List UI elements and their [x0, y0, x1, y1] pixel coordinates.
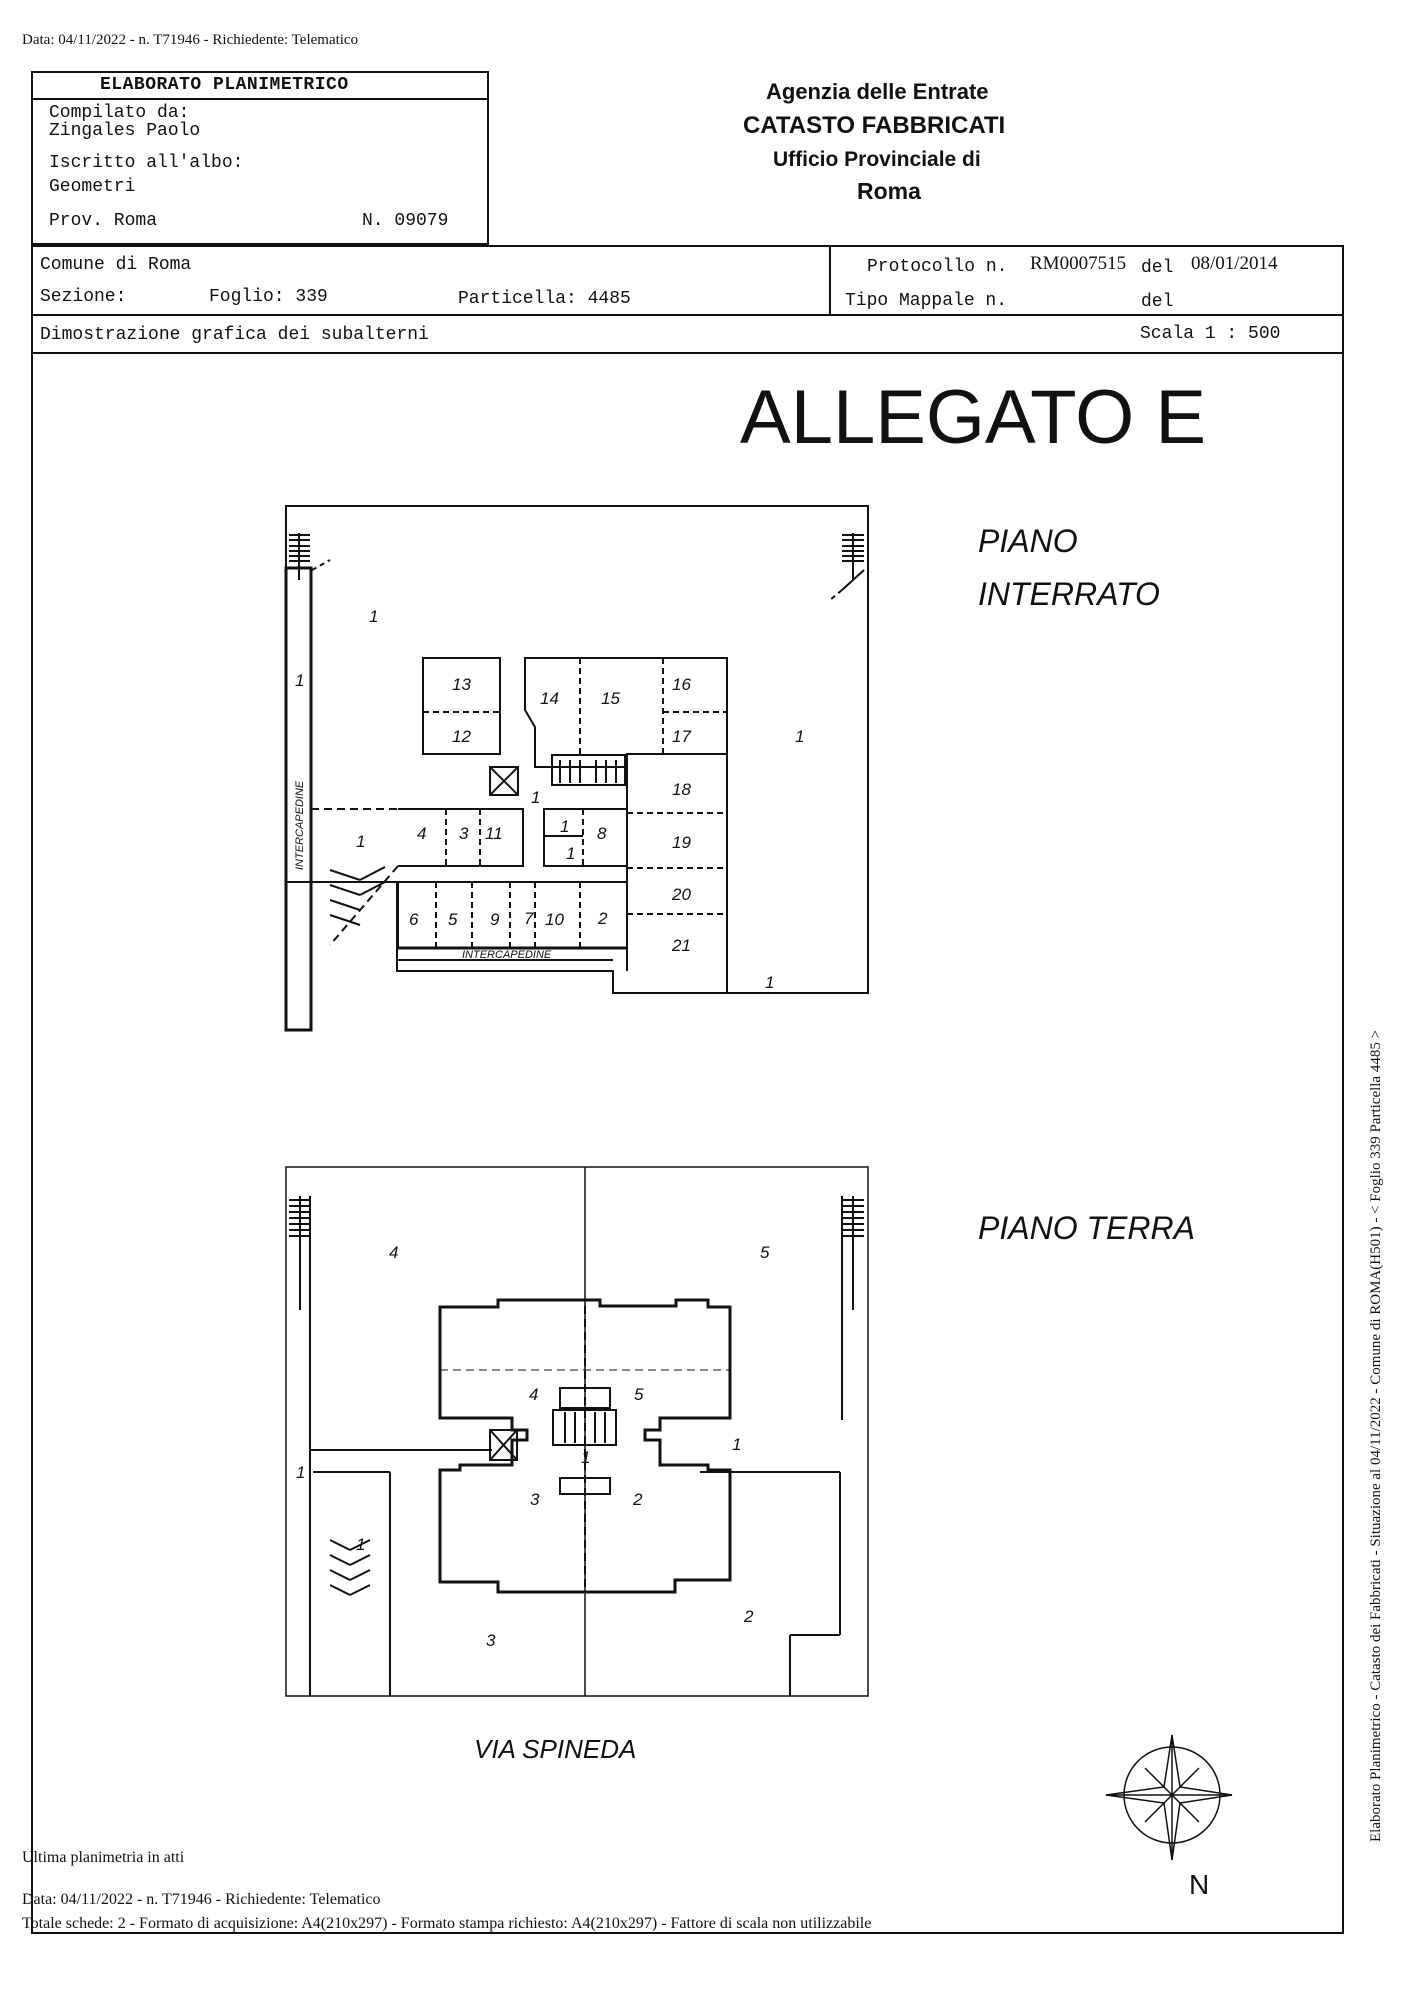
basement-unit: 3: [459, 824, 469, 843]
basement-unit: 7: [524, 909, 534, 928]
basement-unit: 1: [765, 973, 775, 992]
basement-unit: 1: [566, 844, 576, 863]
dimostrazione: Dimostrazione grafica dei subalterni: [40, 325, 429, 345]
basement-unit: 5: [448, 910, 458, 929]
floor-label-ground: PIANO TERRA: [978, 1210, 1195, 1246]
foglio: Foglio: 339: [209, 287, 328, 307]
ground-unit: 3: [530, 1490, 540, 1509]
scale: Scala 1 : 500: [1140, 324, 1281, 344]
basement-unit: 21: [672, 936, 691, 955]
ground-plan: [286, 1167, 868, 1696]
intercapedine-label-horizontal: INTERCAPEDINE: [462, 949, 552, 961]
basement-unit: 20: [672, 885, 691, 904]
agency-city: Roma: [857, 178, 921, 204]
ground-unit: 5: [634, 1385, 644, 1404]
ground-unit-labels: [296, 1243, 770, 1650]
agency-name: Agenzia delle Entrate: [766, 79, 989, 104]
basement-unit: 6: [409, 910, 419, 929]
allegato-title: ALLEGATO E: [740, 375, 1207, 460]
ground-unit: 2: [744, 1607, 754, 1626]
basement-unit: 11: [485, 824, 503, 843]
ground-unit: 1: [732, 1435, 742, 1454]
basement-unit: 1: [531, 788, 541, 807]
ground-unit: 1: [296, 1463, 306, 1482]
tipo-mappale-del-label: del: [1141, 292, 1174, 312]
basement-unit: 18: [672, 780, 691, 799]
basement-unit: 8: [597, 824, 607, 843]
agency-department: CATASTO FABBRICATI: [743, 112, 1006, 139]
tipo-mappale-label: Tipo Mappale n.: [845, 291, 1008, 311]
sezione-label: Sezione:: [40, 287, 127, 307]
basement-unit-labels: [295, 607, 804, 992]
basement-unit: 1: [369, 607, 379, 626]
document-type-heading: ELABORATO PLANIMETRICO: [100, 75, 349, 95]
protocollo-label: Protocollo n.: [867, 257, 1008, 277]
particella: Particella: 4485: [458, 289, 631, 309]
top-request-info: Data: 04/11/2022 - n. T71946 - Richiedente: Telematico: [22, 32, 359, 48]
floor-label-basement-2: INTERRATO: [978, 576, 1160, 612]
province: Prov. Roma: [49, 211, 158, 231]
registered-label: Iscritto all'albo:: [49, 153, 244, 173]
basement-unit: 4: [417, 824, 427, 843]
protocollo-del-label: del: [1141, 258, 1174, 278]
comune: Comune di Roma: [40, 255, 192, 275]
ground-unit: 1: [581, 1448, 591, 1467]
street-name: VIA SPINEDA: [474, 1734, 637, 1764]
basement-unit: 1: [560, 817, 570, 836]
compass-north-label: N: [1189, 1869, 1210, 1900]
basement-unit: 10: [545, 910, 564, 929]
ground-unit: 2: [633, 1490, 643, 1509]
registered-value: Geometri: [49, 177, 136, 197]
footer-format-info: Totale schede: 2 - Formato di acquisizione: A4(210x297) - Formato stampa richiesto: A4(210x297) - Fattore di scala non utilizzabile: [22, 1915, 872, 1932]
protocollo-value: RM0007515: [1030, 253, 1127, 274]
basement-unit: 19: [672, 833, 691, 852]
footer-request-info: Data: 04/11/2022 - n. T71946 - Richiedente: Telematico: [22, 1891, 381, 1908]
floor-label-basement-1: PIANO: [978, 523, 1078, 559]
basement-unit: 1: [356, 832, 366, 851]
side-reference-text: Elaborato Planimetrico - Catasto dei Fabbricati - Situazione al 04/11/2022 - Comune di ROMA(H501) - < Foglio 339 Particella 4485 >: [1368, 1029, 1384, 1842]
registration-number: N. 09079: [362, 211, 449, 231]
ground-unit: 4: [529, 1385, 539, 1404]
basement-unit: 15: [601, 689, 620, 708]
ground-unit: 5: [760, 1243, 770, 1262]
basement-unit: 9: [490, 910, 500, 929]
last-plan-note: Ultima planimetria in atti: [22, 1849, 185, 1866]
protocollo-date: 08/01/2014: [1191, 253, 1278, 274]
agency-office: Ufficio Provinciale di: [773, 148, 981, 171]
basement-unit: 13: [452, 675, 471, 694]
ground-unit: 1: [356, 1535, 366, 1554]
intercapedine-label-vertical: INTERCAPEDINE: [294, 780, 306, 870]
compiled-by-label: Compilato da:: [49, 103, 190, 123]
ground-unit: 3: [486, 1631, 496, 1650]
ground-unit: 4: [389, 1243, 399, 1262]
basement-unit: 16: [672, 675, 691, 694]
basement-unit: 2: [598, 909, 608, 928]
basement-plan: [286, 506, 868, 1030]
north-compass: [1106, 1735, 1232, 1860]
basement-unit: 17: [672, 727, 691, 746]
basement-unit: 14: [540, 689, 559, 708]
compiled-by-name: Zingales Paolo: [49, 121, 201, 141]
basement-unit: 12: [452, 727, 471, 746]
basement-unit: 1: [295, 671, 305, 690]
basement-unit: 1: [795, 727, 805, 746]
